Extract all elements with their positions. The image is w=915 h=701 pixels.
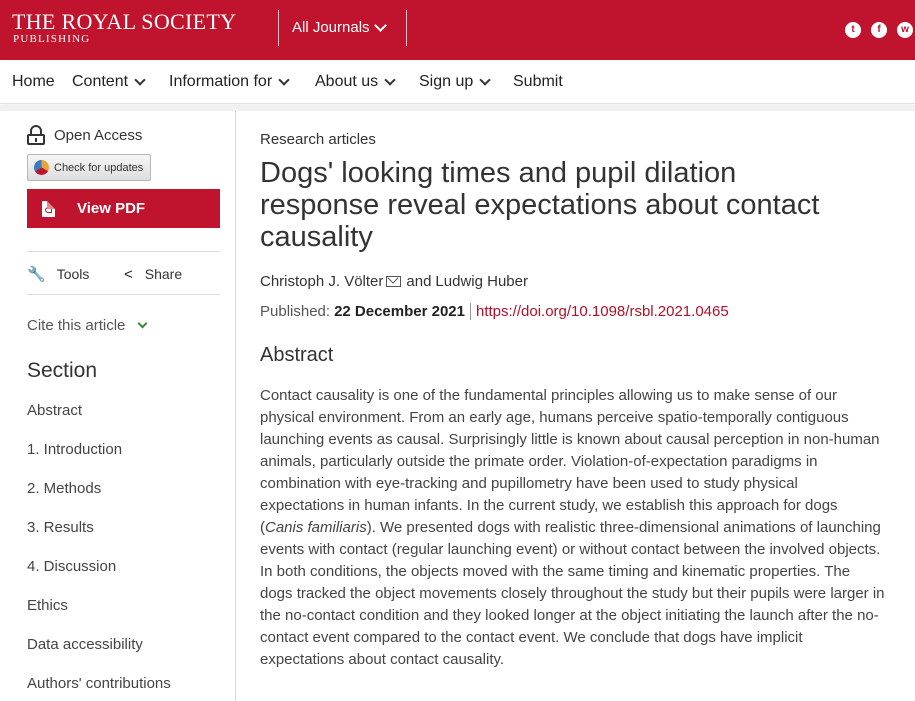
header-divider	[278, 10, 279, 46]
abstract-text	[260, 385, 885, 671]
section-link-ethics[interactable]: Ethics	[27, 597, 68, 614]
published-label: Published:	[260, 303, 331, 320]
nav-sign-up[interactable]	[419, 73, 489, 91]
chevron-down-icon	[134, 74, 145, 85]
article-main	[237, 111, 915, 701]
section-heading: Section	[27, 359, 98, 382]
author-list	[260, 273, 528, 290]
crossmark-icon	[34, 160, 49, 175]
abstract-species-name: Canis familiaris	[265, 519, 367, 536]
tools-button[interactable]	[27, 266, 89, 282]
lock-open-icon	[27, 125, 45, 145]
sidebar-divider	[27, 251, 220, 252]
view-pdf-button[interactable]	[27, 189, 220, 228]
chevron-down-icon	[278, 74, 289, 85]
section-link-introduction[interactable]: 1. Introduction	[27, 441, 123, 458]
wrench-icon: 🔧	[27, 265, 46, 283]
nav-home[interactable]	[12, 73, 55, 91]
sidebar-divider	[27, 294, 220, 295]
nav-content-label: Content	[72, 73, 129, 90]
section-link-data-accessibility[interactable]: Data accessibility	[27, 636, 143, 653]
wechat-icon[interactable]: w	[897, 22, 913, 38]
article-type[interactable]: Research articles	[260, 131, 376, 148]
section-link-results[interactable]: 3. Results	[27, 519, 94, 536]
chevron-down-icon	[374, 19, 387, 32]
check-for-updates-label: Check for updates	[54, 161, 144, 174]
published-date: 22 December 2021	[334, 303, 465, 320]
top-header-bar	[0, 0, 915, 60]
abstract-heading: Abstract	[260, 344, 334, 366]
nav-sign-up-label: Sign up	[419, 73, 474, 90]
chevron-down-icon	[384, 74, 395, 85]
section-link-authors-contributions[interactable]: Authors' contributions	[27, 675, 171, 692]
author-link[interactable]: Christoph J. Völter	[260, 273, 384, 290]
nav-home-label: Home	[12, 73, 55, 90]
cite-this-article-label: Cite this article	[27, 317, 126, 334]
info-divider	[470, 303, 471, 320]
share-button[interactable]	[124, 266, 182, 282]
open-access-label: Open Access	[54, 126, 143, 144]
main-navigation	[0, 60, 915, 104]
logo-subtitle: PUBLISHING	[13, 33, 91, 45]
view-pdf-label: View PDF	[77, 200, 146, 217]
nav-about-us[interactable]	[315, 73, 394, 91]
nav-content[interactable]	[72, 73, 144, 91]
facebook-icon[interactable]: f	[871, 22, 887, 38]
header-divider	[406, 10, 407, 46]
nav-submit-label: Submit	[513, 73, 563, 90]
all-journals-dropdown[interactable]	[292, 19, 385, 36]
publication-info	[260, 303, 729, 320]
nav-information-for-label: Information for	[169, 73, 273, 90]
abstract-text-part: Contact causality is one of the fundamental principles allowing us to make sense of our physical environment. From an early age, humans perceive spatio-temporally contiguous launching events as causal. Surprisingly little is known about causal perception in non-human animals, particularly outside the primate order. Violation-of-expectation paradigms in combination with eye-tracking and pupillometry have been used to study physical expectations in human infants. In the current study, we establish this approach for dogs (	[260, 387, 880, 536]
all-journals-label: All Journals	[292, 19, 370, 36]
article-title: Dogs' looking times and pupil dilation response reveal expectations about contact causality	[260, 157, 820, 253]
check-for-updates-button[interactable]	[27, 154, 151, 181]
pdf-icon	[42, 201, 55, 217]
chevron-down-icon	[138, 319, 148, 329]
doi-link[interactable]: https://doi.org/10.1098/rsbl.2021.0465	[476, 303, 729, 320]
section-link-discussion[interactable]: 4. Discussion	[27, 558, 117, 575]
email-icon[interactable]	[386, 276, 401, 287]
article-sidebar	[0, 111, 236, 701]
author-conjunction: and	[406, 273, 432, 290]
share-icon: <	[124, 265, 133, 283]
cite-this-article-toggle[interactable]	[27, 317, 146, 334]
open-access-badge	[27, 125, 142, 145]
abstract-text-part: ). We presented dogs with realistic three-dimensional animations of launching events with contact (regular launching event) or without contact between the involved objects. In both conditions, the objects moved with the same timing and kinematic properties. The dogs tracked the object movements closely throughout the study but their pupils were larger in the no-contact condition and they looked longer at the object initiating the launch after the no-contact event compared to the contact event. We conclude that dogs have implicit expectations about contact causality.	[260, 519, 885, 668]
twitter-icon[interactable]: t	[845, 22, 861, 38]
nav-submit[interactable]	[513, 73, 563, 91]
tools-label: Tools	[56, 266, 90, 282]
author-link[interactable]: Ludwig Huber	[435, 273, 528, 290]
chevron-down-icon	[480, 74, 491, 85]
royal-society-logo[interactable]: THE ROYAL SOCIETY	[12, 9, 237, 34]
nav-about-us-label: About us	[315, 73, 379, 90]
section-link-abstract[interactable]: Abstract	[27, 402, 83, 419]
nav-information-for[interactable]	[169, 73, 288, 91]
share-label: Share	[144, 266, 183, 282]
section-link-methods[interactable]: 2. Methods	[27, 480, 102, 497]
